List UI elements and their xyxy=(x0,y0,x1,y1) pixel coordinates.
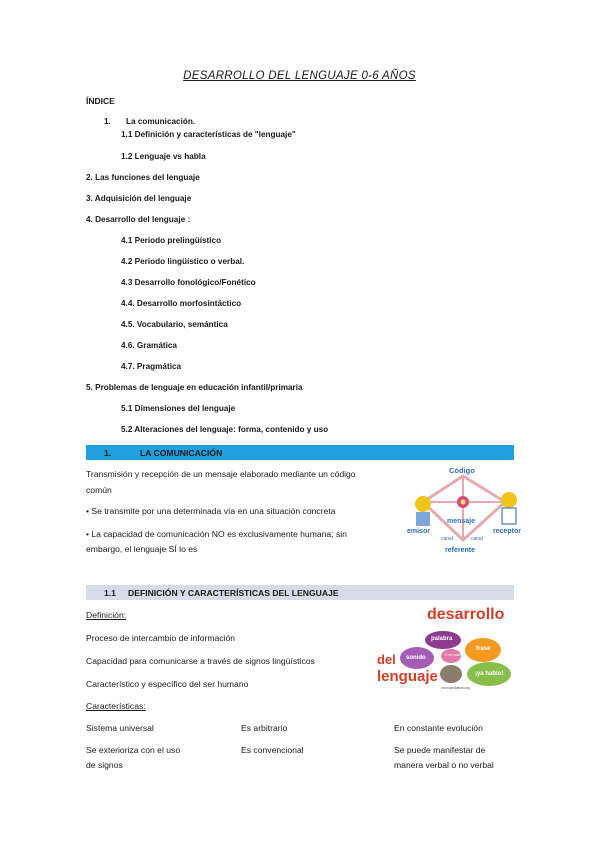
brain-icon xyxy=(440,665,462,683)
characteristic-1: Sistema universal xyxy=(86,723,154,733)
section-1-line-1: Transmisión y recepción de un mensaje elaborado mediante un código xyxy=(86,469,356,479)
definition-3: Característico y específico del ser humano xyxy=(86,679,249,689)
toc-item-1-label: La comunicación. xyxy=(126,117,196,126)
definition-1: Proceso de intercambio de información xyxy=(86,633,236,643)
characteristic-5: Es convencional xyxy=(241,745,304,755)
toc-item-5-1: 5.1 Dimensiones del lenguaje xyxy=(121,404,236,413)
cloud-source-text: neuropediatría.org xyxy=(441,686,470,690)
toc-item-3: 3. Adquisición del lenguaje xyxy=(86,194,192,203)
toc-item-1-1: 1.1 Definición y características de "lenguaje" xyxy=(121,130,296,139)
section-1-1-heading: DEFINICIÓN Y CARACTERÍSTICAS DEL LENGUAJE xyxy=(128,587,339,598)
section-1-bullet-2a: • La capacidad de comunicación NO es exclusivamente humana; sin xyxy=(86,529,347,539)
toc-item-4-4: 4.4. Desarrollo morfosintáctico xyxy=(121,299,242,308)
characteristic-4b: de signos xyxy=(86,760,123,770)
toc-item-1-2: 1.2 Lenguaje vs habla xyxy=(121,152,206,161)
index-heading: ÍNDICE xyxy=(86,96,115,106)
toc-item-4: 4. Desarrollo del lenguaje : xyxy=(86,215,191,224)
characteristics-heading: Características: xyxy=(86,701,146,711)
diagram-mensaje-label: mensaje xyxy=(447,518,476,525)
toc-item-4-1: 4.1 Periodo prelingüístico xyxy=(121,236,222,245)
toc-item-1 xyxy=(104,117,195,126)
communication-diagram xyxy=(405,464,527,560)
toc-item-4-3: 4.3 Desarrollo fonológico/Fonético xyxy=(121,278,256,287)
document-title: DESARROLLO DEL LENGUAJE 0-6 AÑOS xyxy=(183,70,416,82)
characteristic-6b: manera verbal o no verbal xyxy=(394,760,494,770)
diagram-referente-label: referente xyxy=(445,547,475,554)
section-1-1-heading-band xyxy=(86,585,514,600)
definition-2: Capacidad para comunicarse a través de signos lingüísticos xyxy=(86,656,315,666)
cloud-word-del: del xyxy=(377,652,396,667)
toc-item-2: 2. Las funciones del lenguaje xyxy=(86,173,200,182)
cloud-word-yahablo: ¡ya hablo! xyxy=(475,671,504,677)
toc-item-5-2: 5.2 Alteraciones del lenguaje: forma, contenido y uso xyxy=(121,425,329,434)
emisor-figure xyxy=(415,496,431,512)
characteristic-6a: Se puede manifestar de xyxy=(394,745,486,755)
section-1-1-number: 1.1 xyxy=(104,587,116,598)
toc-item-1-number: 1. xyxy=(104,117,111,126)
section-1-number: 1. xyxy=(104,447,112,458)
cloud-word-sonido: sonido xyxy=(406,655,426,661)
characteristic-3: En constante evolución xyxy=(394,723,483,733)
section-1-heading: LA COMUNICACIÓN xyxy=(140,447,223,458)
cloud-word-palabra: palabra xyxy=(431,636,453,642)
definition-heading: Definición: xyxy=(86,610,127,620)
cloud-word-mama: © mi mamá xyxy=(445,653,463,657)
section-1-line-2: común xyxy=(86,485,112,495)
toc-item-4-5: 4.5. Vocabulario, semántica xyxy=(121,320,228,329)
toc-item-5: 5. Problemas de lenguaje en educación infantil/primaria xyxy=(86,383,303,392)
diagram-receptor-label: receptor xyxy=(493,528,522,535)
section-1-heading-band xyxy=(86,445,514,460)
characteristic-2: Es arbitrario xyxy=(241,723,288,733)
cloud-word-frase: frase xyxy=(476,646,491,652)
cloud-word-desarrollo: desarrollo xyxy=(427,606,505,623)
toc-item-4-7: 4.7. Pragmática xyxy=(121,362,182,371)
diagram-canal-right-label: canal xyxy=(471,536,483,542)
toc-item-4-6: 4.6. Gramática xyxy=(121,341,177,350)
diagram-emisor-label: emisor xyxy=(407,528,430,535)
toc-item-4-2: 4.2 Periodo lingüístico o verbal. xyxy=(121,257,245,266)
section-1-bullet-1: • Se transmite por una determinada vía en una situación concreta xyxy=(86,506,336,516)
language-development-illustration xyxy=(375,606,521,694)
diagram-canal-left-label: canal xyxy=(441,536,453,542)
diagram-codigo-label: Código xyxy=(449,466,475,475)
characteristic-4a: Se exterioriza con el uso xyxy=(86,745,181,755)
section-1-bullet-2b: embargo, el lenguaje SÍ lo es xyxy=(86,544,198,554)
cloud-word-lenguaje: lenguaje xyxy=(377,668,438,685)
